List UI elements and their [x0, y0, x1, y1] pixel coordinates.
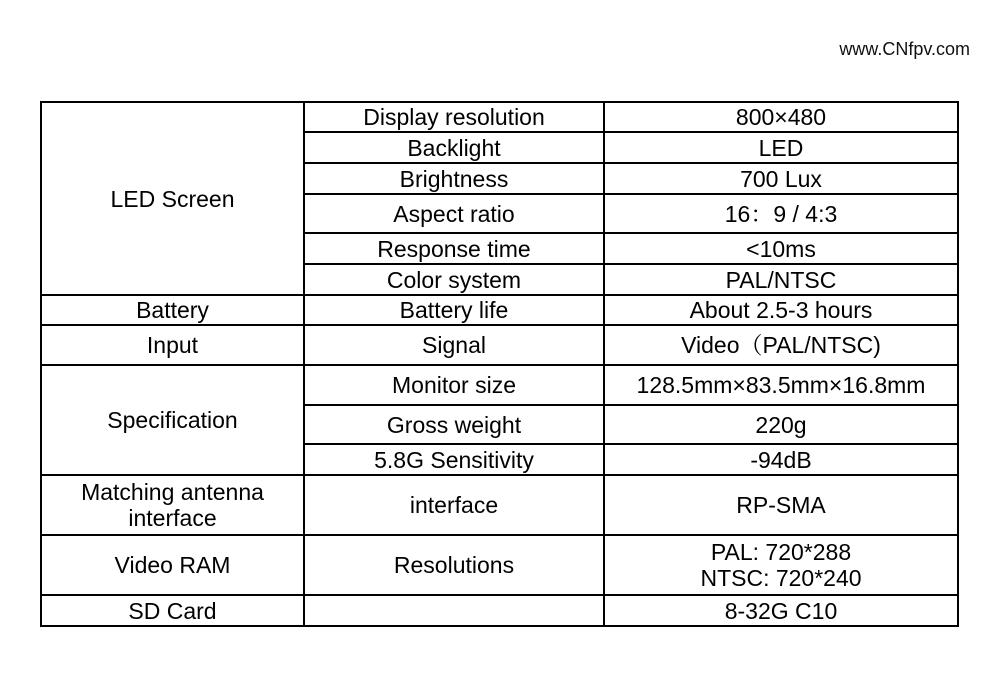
parameter-cell	[304, 595, 604, 626]
parameter-cell: Backlight	[304, 132, 604, 163]
parameter-cell: Display resolution	[304, 102, 604, 132]
value-cell: Video（PAL/NTSC)	[604, 325, 958, 365]
value-cell: 220g	[604, 405, 958, 444]
parameter-cell: Aspect ratio	[304, 194, 604, 233]
value-line: PAL: 720*288	[710, 539, 852, 565]
value-cell: <10ms	[604, 233, 958, 264]
parameter-cell: Brightness	[304, 163, 604, 194]
value-cell	[604, 535, 958, 595]
table-row	[41, 535, 958, 595]
value-cell: LED	[604, 132, 958, 163]
table-row	[41, 595, 958, 626]
category-cell-battery: Battery	[41, 295, 304, 325]
table-row	[41, 475, 958, 535]
category-cell-antenna	[41, 475, 304, 535]
table-row	[41, 295, 958, 325]
value-cell: PAL/NTSC	[604, 264, 958, 295]
category-line: interface	[128, 505, 217, 531]
parameter-cell: Monitor size	[304, 365, 604, 405]
parameter-cell: 5.8G Sensitivity	[304, 444, 604, 475]
value-cell: 700 Lux	[604, 163, 958, 194]
category-cell-led-screen: LED Screen	[41, 102, 304, 295]
parameter-cell: Battery life	[304, 295, 604, 325]
value-cell: About 2.5-3 hours	[604, 295, 958, 325]
category-cell-specification: Specification	[41, 365, 304, 475]
category-cell-sd-card: SD Card	[41, 595, 304, 626]
spec-table	[40, 101, 959, 627]
parameter-cell: Response time	[304, 233, 604, 264]
value-cell: 16：9 / 4:3	[604, 194, 958, 233]
table-row	[41, 102, 958, 132]
category-cell-video-ram: Video RAM	[41, 535, 304, 595]
value-cell: RP-SMA	[604, 475, 958, 535]
value-cell: 8-32G C10	[604, 595, 958, 626]
parameter-cell: Gross weight	[304, 405, 604, 444]
parameter-cell: Color system	[304, 264, 604, 295]
category-cell-input: Input	[41, 325, 304, 365]
parameter-cell: Signal	[304, 325, 604, 365]
value-line: NTSC: 720*240	[700, 565, 862, 591]
value-cell: 800×480	[604, 102, 958, 132]
table-row	[41, 365, 958, 405]
parameter-cell: Resolutions	[304, 535, 604, 595]
value-cell: -94dB	[604, 444, 958, 475]
site-url: www.CNfpv.com	[839, 39, 970, 59]
table-row	[41, 325, 958, 365]
value-cell: 128.5mm×83.5mm×16.8mm	[604, 365, 958, 405]
parameter-cell: interface	[304, 475, 604, 535]
category-line: Matching antenna	[81, 479, 264, 505]
